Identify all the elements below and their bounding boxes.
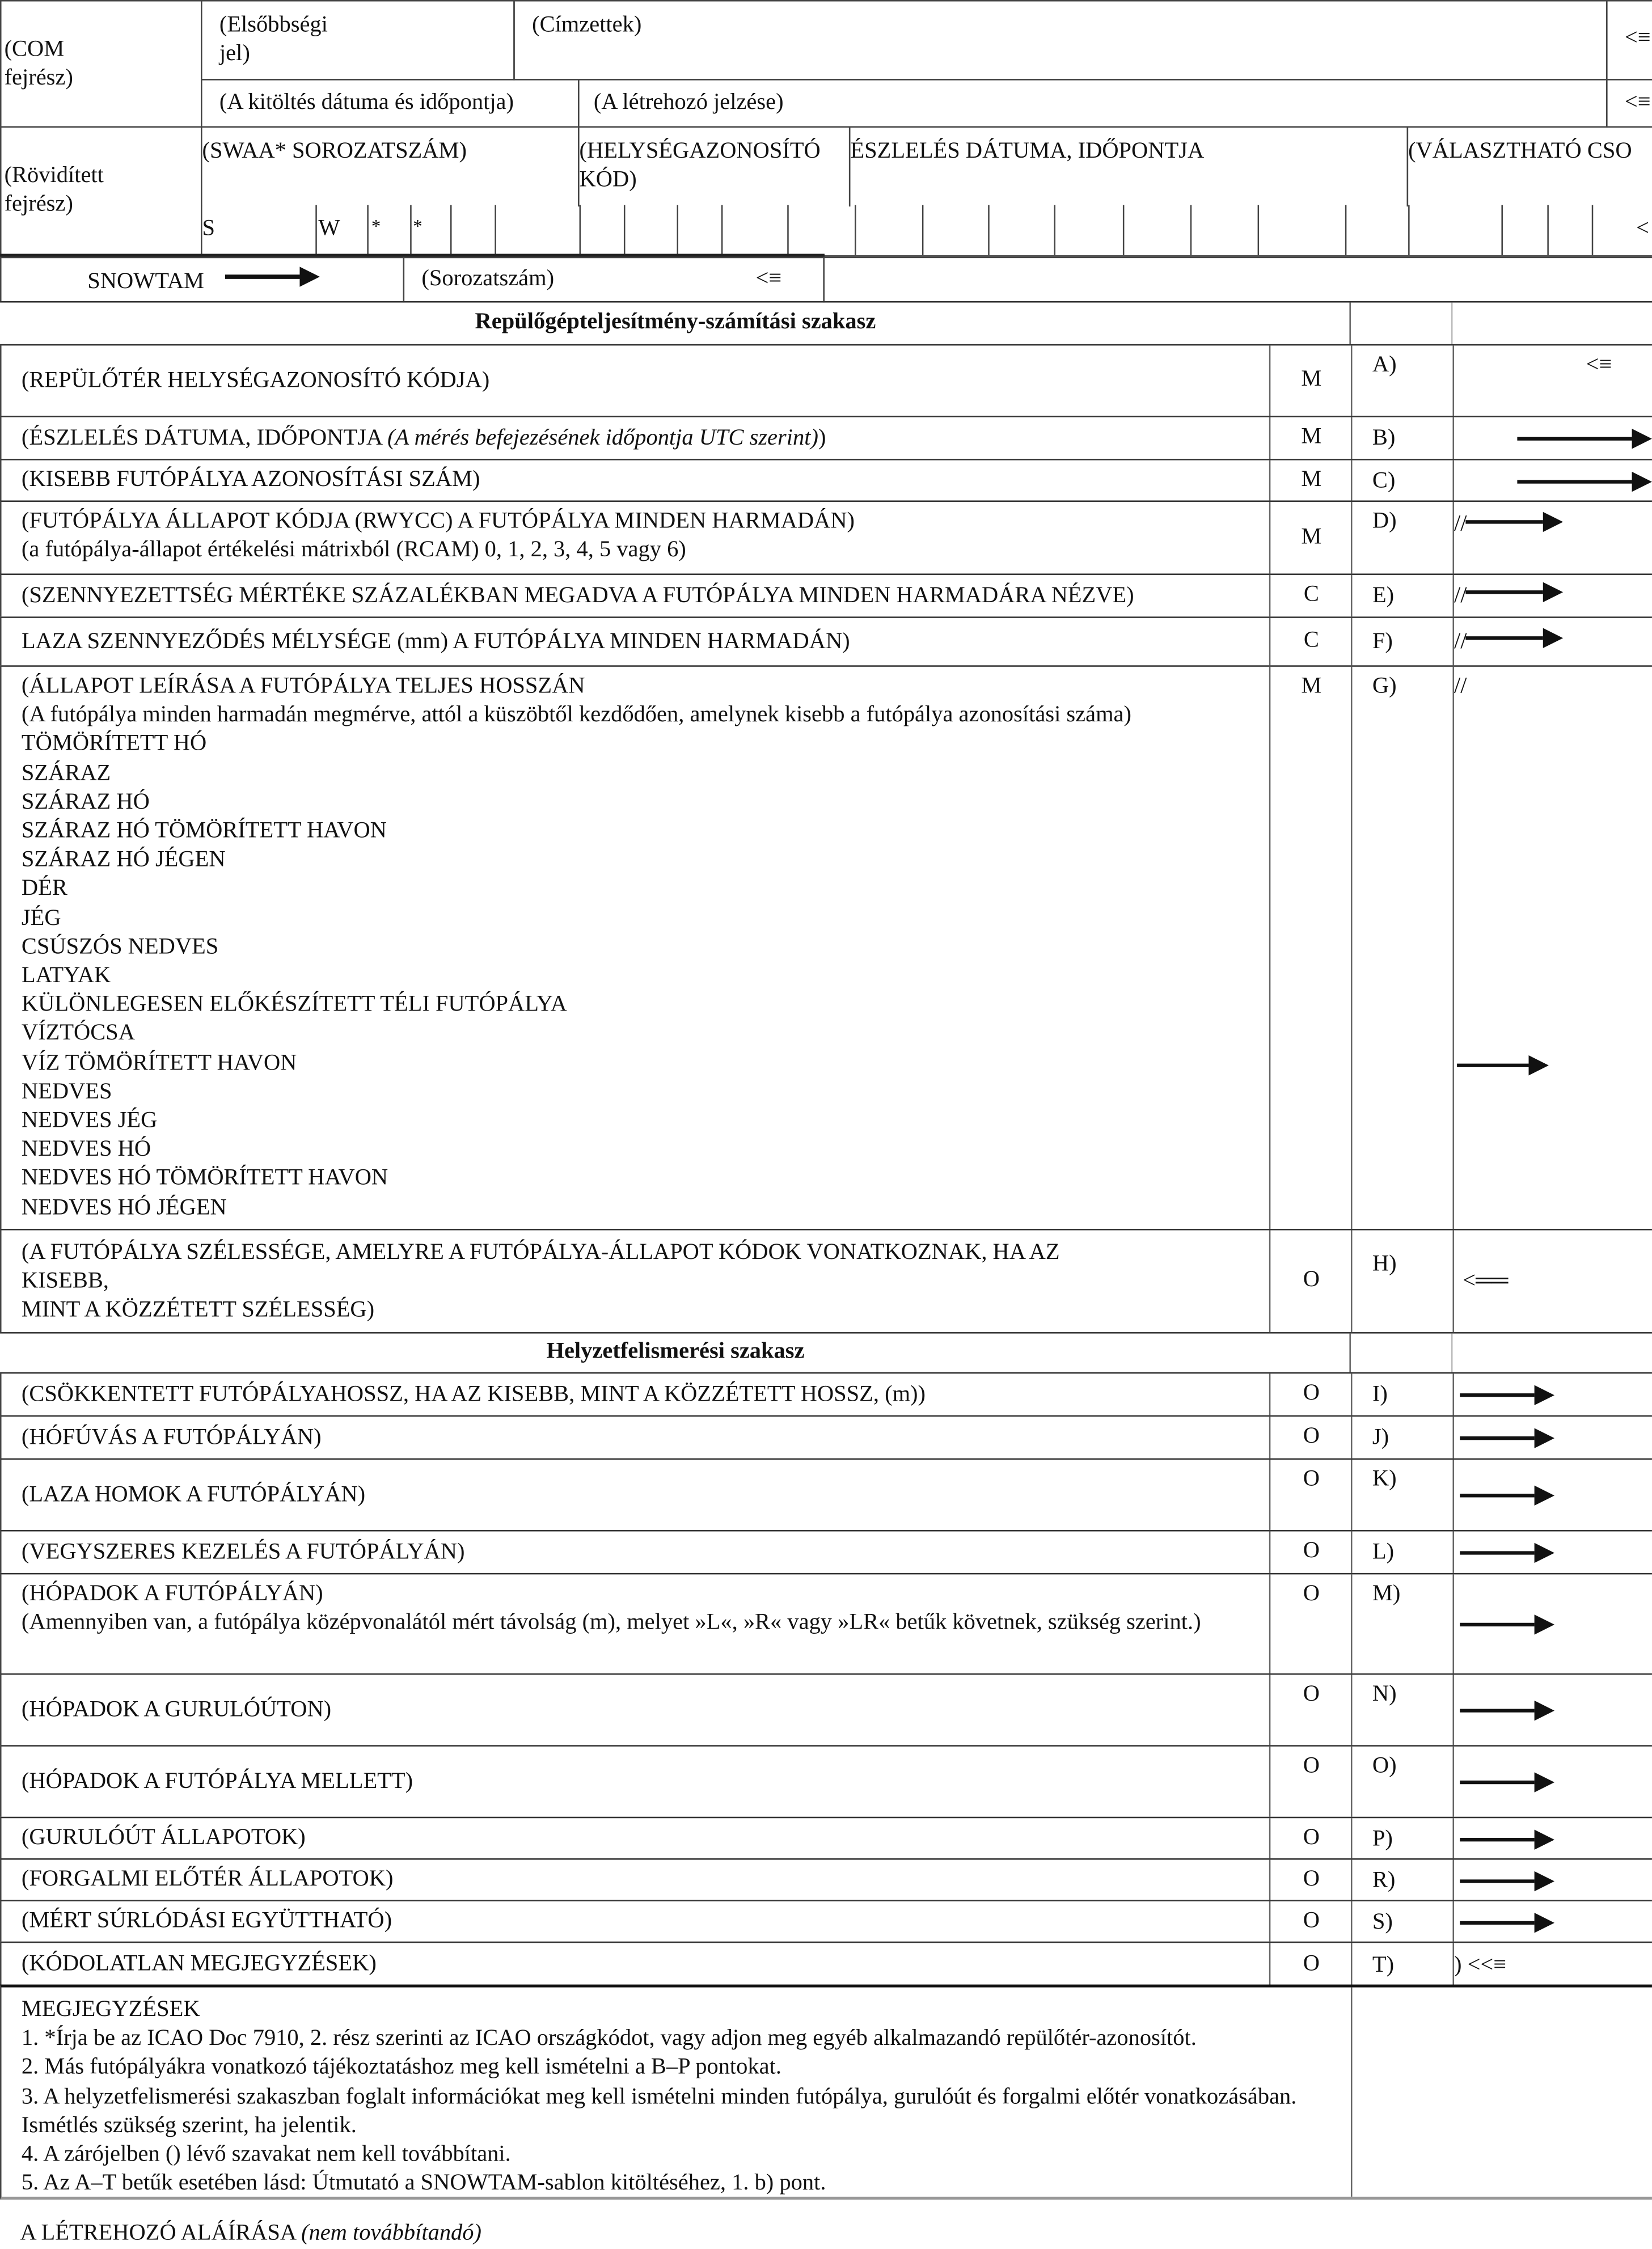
field-description bbox=[22, 1239, 1269, 1326]
field-text: (HÓPADOK A FUTÓPÁLYÁN) (Amennyiben van, a futópálya középvonalától mért távolság (m), melyet »L«, »R« vagy »LR« betűk követnek, szükség szerint.) bbox=[21, 1582, 1201, 1635]
table-row-f[interactable] bbox=[0, 616, 1652, 665]
table-row-t[interactable] bbox=[0, 1942, 1652, 1986]
field-text: (FORGALMI ELŐTÉR ÁLLAPOTOK) bbox=[21, 1867, 394, 1892]
cell-divider bbox=[922, 205, 924, 256]
requirement-code: O bbox=[1303, 1753, 1320, 1778]
table-row-r[interactable] bbox=[0, 1858, 1652, 1900]
arrow-right-icon bbox=[1517, 428, 1652, 450]
field-text: (ÁLLAPOT LEÍRÁSA A FUTÓPÁLYA TELJES HOSSZÁN (A futópálya minden harmadán megmérve, attól a küszöbtől kezdődően, amelynek kisebb a futópálya azonosítási száma) TÖMÖRÍTETT HÓ SZÁRAZ SZÁRAZ HÓ SZÁRAZ HÓ TÖMÖRÍTETT HAVON SZÁRAZ HÓ JÉGEN DÉR JÉG CSÚSZÓS NEDVES LATYAK KÜLÖNLEGESEN ELŐKÉSZÍTETT TÉLI FUTÓPÁLYA VÍZTÓCSA VÍZ TÖMÖRÍTETT HAVON NEDVES NEDVES JÉG NEDVES HÓ NEDVES HÓ TÖMÖRÍTETT HAVON NEDVES HÓ JÉGEN bbox=[21, 674, 1131, 1220]
table-row-j[interactable] bbox=[0, 1415, 1652, 1459]
arrow-right-icon bbox=[1465, 581, 1563, 603]
section-performance bbox=[0, 301, 1652, 344]
field-text: (HÓPADOK A FUTÓPÁLYA MELLETT) bbox=[21, 1769, 413, 1794]
table-row-d[interactable] bbox=[0, 500, 1652, 573]
end-marker: <≡ bbox=[1586, 353, 1612, 378]
arrow-right-icon bbox=[1465, 627, 1563, 649]
requirement-code: M bbox=[1301, 467, 1322, 492]
cell-divider bbox=[1054, 205, 1056, 256]
field-description bbox=[22, 367, 1269, 396]
column-divider bbox=[1351, 1988, 1353, 2197]
field-letter: T) bbox=[1372, 1952, 1395, 1977]
column-divider bbox=[1451, 1334, 1453, 1372]
end-column-cell[interactable] bbox=[1454, 1860, 1652, 1900]
end-column-cell[interactable] bbox=[1454, 618, 1652, 665]
field-text: (REPÜLŐTÉR HELYSÉGAZONOSÍTÓ KÓDJA) bbox=[21, 368, 490, 393]
cell-divider bbox=[1547, 205, 1549, 256]
requirement-code: O bbox=[1303, 1466, 1320, 1491]
cell-divider bbox=[855, 205, 856, 256]
addressees-cell[interactable] bbox=[513, 0, 1607, 81]
field-letter: H) bbox=[1372, 1252, 1397, 1276]
end-marker-cell bbox=[1606, 79, 1652, 128]
requirement-code: O bbox=[1303, 1866, 1320, 1891]
cell-divider bbox=[787, 205, 789, 256]
end-column-cell[interactable] bbox=[1454, 1747, 1652, 1817]
field-letter: M) bbox=[1372, 1582, 1401, 1607]
field-description bbox=[22, 1768, 1269, 1796]
field-text: (GURULÓÚT ÁLLAPOTOK) bbox=[21, 1825, 306, 1850]
end-column-cell[interactable] bbox=[1454, 460, 1652, 501]
requirement-code: O bbox=[1303, 1951, 1320, 1976]
requirement-code: M bbox=[1301, 367, 1322, 392]
end-column-cell[interactable] bbox=[1454, 667, 1652, 1229]
column-divider bbox=[1351, 667, 1353, 1229]
cell-divider bbox=[1345, 205, 1347, 256]
field-letter: I) bbox=[1372, 1382, 1388, 1407]
table-row-a[interactable] bbox=[0, 344, 1652, 416]
obs-datetime-label: ÉSZLELÉS DÁTUMA, IDŐPONTJA bbox=[850, 139, 1205, 164]
cell-divider bbox=[450, 205, 452, 256]
requirement-code: O bbox=[1303, 1908, 1320, 1933]
code-end-marker: < bbox=[1636, 216, 1649, 241]
table-row-g[interactable] bbox=[0, 665, 1652, 1229]
end-column-cell[interactable] bbox=[1454, 1943, 1652, 1986]
field-text: (HÓFÚVÁS A FUTÓPÁLYÁN) bbox=[21, 1425, 322, 1450]
field-letter: C) bbox=[1372, 468, 1396, 493]
cell-divider bbox=[1408, 205, 1410, 256]
snowtam-cell bbox=[0, 257, 404, 303]
end-column-cell[interactable] bbox=[1454, 1373, 1652, 1415]
table-row-o[interactable] bbox=[0, 1745, 1652, 1816]
field-description bbox=[22, 1481, 1269, 1510]
field-description bbox=[22, 1381, 1269, 1410]
table-row-n[interactable] bbox=[0, 1673, 1652, 1745]
requirement-code: O bbox=[1303, 1824, 1320, 1849]
separator-mark: // bbox=[1454, 629, 1467, 654]
field-description bbox=[22, 508, 1269, 565]
cell-divider bbox=[624, 205, 626, 256]
signature-label: A LÉTREHOZÓ ALÁÍRÁSA bbox=[20, 2221, 302, 2246]
swaa-label: (SWAA* SOROZATSZÁM) bbox=[202, 139, 467, 164]
priority-label: (Elsőbbségi jel) bbox=[219, 12, 328, 66]
section-title: Repülőgépteljesítmény-számítási szakasz bbox=[475, 310, 876, 335]
cell-divider bbox=[1501, 205, 1503, 256]
cell-divider bbox=[410, 205, 412, 256]
requirement-code: O bbox=[1303, 1267, 1320, 1292]
separator-mark: // bbox=[1454, 584, 1467, 608]
field-description bbox=[22, 1908, 1269, 1937]
table-row-i[interactable] bbox=[0, 1372, 1652, 1415]
end-marker-cell bbox=[1606, 0, 1652, 81]
field-letter: R) bbox=[1372, 1867, 1396, 1892]
arrow-right-icon bbox=[225, 265, 320, 288]
com-header-label: (COM fejrész) bbox=[4, 37, 73, 91]
location-cell bbox=[578, 126, 850, 207]
field-letter: L) bbox=[1372, 1540, 1395, 1565]
note-item: 2. Más futópályákra vonatkozó tájékoztatáshoz meg kell ismételni a B–P pontokat. bbox=[21, 2055, 781, 2080]
originator-label: (A létrehozó jelzése) bbox=[593, 90, 784, 115]
note-item: 1. *Írja be az ICAO Doc 7910, 2. rész szerinti az ICAO országkódot, vagy adjon meg egyéb alkalmazandó repülőtér-azonosítót. bbox=[21, 2026, 1197, 2051]
cell-divider bbox=[1258, 205, 1260, 256]
arrow-right-icon bbox=[1460, 1613, 1554, 1636]
end-marker: ) <<≡ bbox=[1454, 1952, 1507, 1977]
field-text: LAZA SZENNYEZŐDÉS MÉLYSÉGE (mm) A FUTÓPÁLYA MINDEN HARMADÁN) bbox=[21, 629, 850, 654]
field-text: (LAZA HOMOK A FUTÓPÁLYÁN) bbox=[21, 1482, 366, 1507]
end-column-cell[interactable] bbox=[1454, 575, 1652, 616]
swaa-cell bbox=[201, 126, 580, 207]
field-description bbox=[22, 673, 1269, 1223]
column-divider bbox=[1349, 1334, 1351, 1372]
field-letter: J) bbox=[1372, 1425, 1389, 1450]
table-row-k[interactable] bbox=[0, 1459, 1652, 1530]
field-note: (A mérés befejezésének időpontja UTC szerint) bbox=[387, 425, 818, 450]
field-description bbox=[22, 582, 1269, 611]
cell-divider bbox=[580, 205, 581, 256]
cell-divider bbox=[677, 205, 678, 256]
field-letter: G) bbox=[1372, 674, 1397, 699]
field-letter: B) bbox=[1372, 425, 1396, 450]
column-divider bbox=[1349, 303, 1351, 344]
section-situational bbox=[0, 1332, 1652, 1372]
code-char: * bbox=[371, 215, 381, 237]
field-description bbox=[22, 1951, 1269, 1980]
arrow-right-icon bbox=[1460, 1699, 1554, 1722]
cell-divider bbox=[367, 205, 369, 256]
fill-datetime-label: (A kitöltés dátuma és időpontja) bbox=[219, 90, 514, 115]
field-text: ) bbox=[818, 425, 826, 450]
serial-end-marker: <≡ bbox=[755, 267, 782, 291]
field-description bbox=[22, 1866, 1269, 1895]
end-marker: <══ bbox=[1463, 1269, 1509, 1293]
arrow-right-icon bbox=[1457, 1054, 1549, 1077]
table-row-e[interactable] bbox=[0, 573, 1652, 616]
location-label: (HELYSÉGAZONOSÍTÓ KÓD) bbox=[579, 139, 821, 192]
arrow-right-icon bbox=[1465, 510, 1563, 533]
signature-note: (nem továbbítandó) bbox=[301, 2221, 481, 2246]
cell-divider bbox=[495, 205, 496, 256]
requirement-code: O bbox=[1303, 1682, 1320, 1707]
field-description bbox=[22, 1824, 1269, 1853]
arrow-right-icon bbox=[1460, 1869, 1554, 1892]
signature-line[interactable] bbox=[20, 2220, 481, 2248]
field-description bbox=[22, 1538, 1269, 1567]
code-char: W bbox=[318, 216, 340, 241]
end-column-cell[interactable] bbox=[1454, 345, 1652, 416]
requirement-code: O bbox=[1303, 1381, 1320, 1406]
addressees-label: (Címzettek) bbox=[532, 12, 642, 37]
cell-divider bbox=[988, 205, 990, 256]
field-text: (A FUTÓPÁLYA SZÉLESSÉGE, AMELYRE A FUTÓPÁLYA-ÁLLAPOT KÓDOK VONATKOZNAK, HA AZ KISEBB, MINT A KÖZZÉTETT SZÉLESSÉG) bbox=[21, 1240, 1060, 1323]
field-text: (FUTÓPÁLYA ÁLLAPOT KÓDJA (RWYCC) A FUTÓPÁLYA MINDEN HARMADÁN) (a futópálya-állapot értékelési mátrixból (RCAM) 0, 1, 2, 3, 4, 5 vagy 6) bbox=[21, 509, 855, 563]
field-description bbox=[22, 424, 1269, 453]
priority-cell[interactable] bbox=[201, 0, 515, 81]
code-char: S bbox=[202, 216, 216, 241]
obs-datetime-cell bbox=[849, 126, 1408, 207]
table-row-h[interactable] bbox=[0, 1229, 1652, 1332]
table-row-p[interactable] bbox=[0, 1817, 1652, 1858]
field-text: (KÓDOLATLAN MEGJEGYZÉSEK) bbox=[21, 1952, 377, 1977]
table-row-l[interactable] bbox=[0, 1530, 1652, 1573]
field-letter: N) bbox=[1372, 1682, 1397, 1707]
requirement-code: O bbox=[1303, 1423, 1320, 1448]
cell-divider bbox=[1123, 205, 1125, 256]
requirement-code: O bbox=[1303, 1538, 1320, 1563]
field-description bbox=[22, 467, 1269, 496]
table-row-m[interactable] bbox=[0, 1573, 1652, 1673]
separator-mark: // bbox=[1454, 674, 1467, 699]
field-letter: K) bbox=[1372, 1466, 1397, 1491]
com-header-label-cell bbox=[0, 0, 202, 128]
field-description bbox=[22, 1424, 1269, 1453]
field-text: (HÓPADOK A GURULÓÚTON) bbox=[21, 1697, 332, 1722]
field-letter: F) bbox=[1372, 629, 1393, 654]
field-text: (SZENNYEZETTSÉG MÉRTÉKE SZÁZALÉKBAN MEGADVA A FUTÓPÁLYA MINDEN HARMADÁRA NÉZVE) bbox=[21, 583, 1134, 608]
end-column-cell[interactable] bbox=[1454, 1675, 1652, 1745]
note-item: 3. A helyzetfelismerési szakaszban foglalt információkat meg kell ismételni minden futópálya, gurulóút és forgalmi előtér vonatkozásában. Ismétlés szükség szerint, ha jelentik. bbox=[21, 2084, 1297, 2138]
end-column-cell[interactable] bbox=[1454, 1231, 1652, 1333]
requirement-code: O bbox=[1303, 1582, 1320, 1607]
end-column-cell[interactable] bbox=[1454, 1417, 1652, 1458]
end-column-cell[interactable] bbox=[1454, 502, 1652, 573]
requirement-code: C bbox=[1303, 582, 1319, 607]
table-row-b[interactable] bbox=[0, 416, 1652, 459]
table-row-s[interactable] bbox=[0, 1900, 1652, 1941]
cell-divider bbox=[721, 205, 723, 256]
note-item: 5. Az A–T betűk esetében lásd: Útmutató a SNOWTAM-sablon kitöltéséhez, 1. b) pont. bbox=[21, 2171, 826, 2196]
code-char: * bbox=[413, 215, 422, 237]
arrow-right-icon bbox=[1460, 1541, 1554, 1564]
end-column-cell[interactable] bbox=[1454, 417, 1652, 459]
serial-cell[interactable] bbox=[403, 257, 825, 303]
cell-divider bbox=[315, 205, 317, 256]
abbrev-header-label: (Rövidített fejrész) bbox=[4, 163, 104, 217]
arrow-right-icon bbox=[1460, 1828, 1554, 1850]
field-text: (CSÖKKENTETT FUTÓPÁLYAHOSSZ, HA AZ KISEBB, MINT A KÖZZÉTETT HOSSZ, (m)) bbox=[21, 1382, 926, 1407]
notes-title: MEGJEGYZÉSEK bbox=[21, 1997, 200, 2022]
field-letter: P) bbox=[1372, 1826, 1393, 1851]
field-description bbox=[22, 628, 1269, 657]
arrow-right-icon bbox=[1460, 1384, 1554, 1406]
cell-divider bbox=[1592, 205, 1594, 256]
field-text: (VEGYSZERES KEZELÉS A FUTÓPÁLYÁN) bbox=[21, 1540, 465, 1565]
requirement-code: M bbox=[1301, 524, 1322, 549]
field-description bbox=[22, 1696, 1269, 1725]
optional-cell bbox=[1407, 126, 1652, 207]
table-row-c[interactable] bbox=[0, 459, 1652, 500]
requirement-code: M bbox=[1301, 674, 1322, 699]
column-divider bbox=[1269, 667, 1271, 1229]
arrow-right-icon bbox=[1460, 1484, 1554, 1507]
optional-label: (VÁLASZTHATÓ CSO bbox=[1408, 139, 1632, 164]
end-column-cell[interactable] bbox=[1454, 1574, 1652, 1673]
code-char-row bbox=[0, 205, 1652, 257]
end-marker: <≡ bbox=[1624, 90, 1651, 115]
requirement-code: C bbox=[1303, 628, 1319, 653]
field-letter: O) bbox=[1372, 1753, 1397, 1778]
requirement-code: M bbox=[1301, 424, 1322, 449]
cell-divider bbox=[1190, 205, 1192, 256]
field-letter: A) bbox=[1372, 353, 1397, 378]
arrow-right-icon bbox=[1460, 1910, 1554, 1933]
arrow-right-icon bbox=[1460, 1427, 1554, 1449]
end-column-cell[interactable] bbox=[1454, 1460, 1652, 1530]
field-text: (ÉSZLELÉS DÁTUMA, IDŐPONTJA bbox=[21, 425, 387, 450]
snowtam-label: SNOWTAM bbox=[87, 269, 205, 294]
notes-block bbox=[0, 1985, 1652, 2200]
separator-mark: // bbox=[1454, 511, 1467, 536]
arrow-right-icon bbox=[1460, 1771, 1554, 1794]
note-item: 4. A zárójelben () lévő szavakat nem kell továbbítani. bbox=[21, 2142, 511, 2167]
column-divider bbox=[1451, 303, 1453, 344]
arrow-right-icon bbox=[1517, 470, 1652, 492]
field-text: (KISEBB FUTÓPÁLYA AZONOSÍTÁSI SZÁM) bbox=[21, 468, 480, 493]
serial-label: (Sorozatszám) bbox=[421, 267, 555, 291]
originator-cell[interactable] bbox=[578, 79, 1608, 128]
fill-datetime-cell[interactable] bbox=[201, 79, 580, 128]
field-description bbox=[22, 1580, 1269, 1638]
section-title: Helyzetfelismerési szakasz bbox=[546, 1339, 805, 1364]
end-column-cell[interactable] bbox=[1454, 1901, 1652, 1942]
empty-cell bbox=[823, 257, 1652, 303]
cell-divider bbox=[201, 205, 202, 256]
end-marker: <≡ bbox=[1624, 26, 1651, 50]
field-letter: S) bbox=[1372, 1909, 1393, 1934]
field-letter: E) bbox=[1372, 584, 1395, 608]
end-column-cell[interactable] bbox=[1454, 1818, 1652, 1858]
notes-content bbox=[22, 1996, 1312, 2199]
field-letter: D) bbox=[1372, 509, 1397, 534]
field-text: (MÉRT SÚRLÓDÁSI EGYÜTTHATÓ) bbox=[21, 1909, 392, 1934]
end-column-cell[interactable] bbox=[1454, 1532, 1652, 1573]
